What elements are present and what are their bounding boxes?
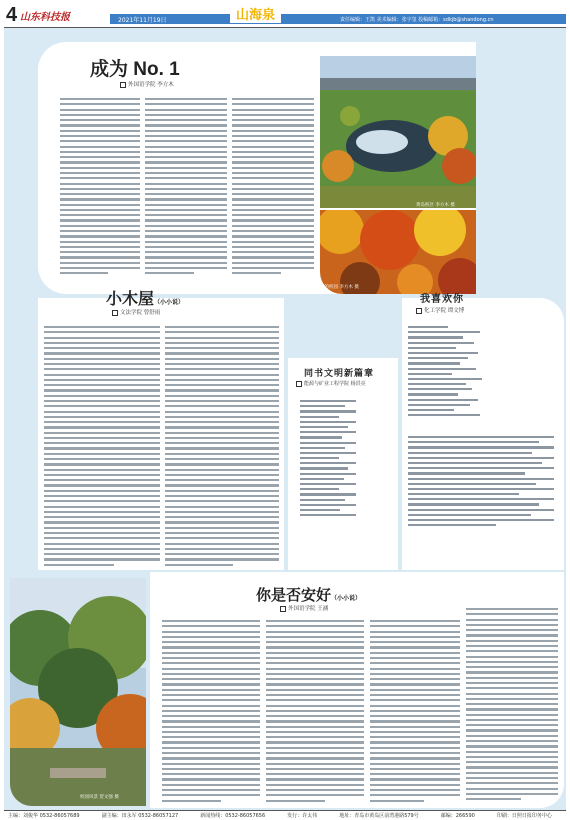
photo-autumn-trees bbox=[320, 210, 476, 294]
footer-address: 地址：青岛市黄岛区前湾港路579号 bbox=[339, 813, 419, 819]
article-2-title-suffix: （小小说） bbox=[154, 300, 185, 306]
article-5-title-text: 你是否安好 bbox=[256, 588, 332, 604]
article-5-title-suffix: （小小说） bbox=[331, 596, 362, 602]
byline-box-icon bbox=[120, 82, 126, 88]
article-3-verse bbox=[300, 400, 356, 516]
footer-printer: 印刷：日照日报印务中心 bbox=[496, 813, 552, 819]
footer-chief-editor: 主编：刘俊华 0532-86057689 bbox=[8, 813, 80, 819]
page-footer bbox=[4, 810, 566, 820]
article-5-text-col-3 bbox=[370, 620, 460, 802]
article-5-text-col-1 bbox=[162, 620, 260, 802]
byline-box-icon bbox=[112, 310, 118, 316]
article-1-byline bbox=[120, 80, 174, 88]
article-4-verse-2 bbox=[408, 436, 554, 526]
photo-2-caption: 秋的校园 李方木 摄 bbox=[320, 285, 359, 290]
article-3-byline bbox=[296, 380, 366, 387]
footer-distribution: 发行：许太伟 bbox=[287, 813, 318, 819]
article-5-title bbox=[256, 584, 361, 605]
scene-photo-svg bbox=[10, 578, 146, 806]
article-2-byline-text: 文法学院 曾舒雨 bbox=[120, 310, 161, 316]
article-3-byline-text: 能源与矿业工程学院 杨洪亮 bbox=[304, 381, 366, 387]
footer-deputy-editor: 副主编：田永军 0532-86057127 bbox=[101, 813, 179, 819]
photo-campus-pond bbox=[320, 56, 476, 208]
autumn-photo-svg bbox=[320, 210, 476, 294]
byline-box-icon bbox=[280, 606, 286, 612]
header-bar bbox=[110, 14, 566, 24]
masthead-brand: 山东科技报 bbox=[20, 12, 70, 23]
article-2-text-col-2 bbox=[165, 326, 279, 566]
section-title: 山海泉 bbox=[230, 4, 281, 23]
article-3-title: 同书文明新篇章 bbox=[304, 368, 375, 378]
pond-photo-svg bbox=[320, 56, 476, 208]
article-1-title: 成为 No. 1 bbox=[90, 59, 180, 80]
byline-box-icon bbox=[296, 381, 302, 387]
article-1-text-col-1 bbox=[60, 98, 140, 274]
article-4-byline-text: 化工学院 谭文博 bbox=[424, 308, 465, 314]
editor-contact: 责任编辑：王凯 美术编辑：张宇玺 投稿邮箱：sdkjb@shandong.cn bbox=[340, 16, 494, 23]
photo-1-caption: 黄岛校区 李方木 摄 bbox=[416, 203, 455, 208]
article-2-title-text: 小木屋 bbox=[106, 291, 155, 308]
article-2-title bbox=[106, 286, 184, 309]
article-1-byline-text: 外国语学院 李方木 bbox=[128, 82, 174, 88]
issue-date: 2021年11月19日 bbox=[118, 17, 167, 24]
article-1-text-col-3 bbox=[232, 98, 314, 274]
article-5-byline-text: 外国语学院 王涵 bbox=[288, 606, 329, 612]
article-5-text-col-2 bbox=[266, 620, 364, 802]
article-1-text-col-2 bbox=[145, 98, 227, 274]
article-2-text-col-1 bbox=[44, 326, 160, 566]
article-5-byline bbox=[280, 604, 328, 612]
photo-campus-scene bbox=[10, 578, 146, 806]
photo-3-caption: 校园风景 贺文强 摄 bbox=[80, 795, 119, 800]
article-4-verse bbox=[408, 326, 508, 416]
footer-news-hotline: 新闻热线：0532-86057656 bbox=[200, 813, 266, 819]
footer-postcode: 邮编：266590 bbox=[440, 813, 475, 819]
article-4-title: 我喜欢你 bbox=[420, 294, 464, 305]
page-number: 4 bbox=[6, 4, 18, 26]
byline-box-icon bbox=[416, 308, 422, 314]
article-2-byline bbox=[112, 308, 160, 316]
article-5-text-col-4 bbox=[466, 608, 558, 800]
article-4-byline bbox=[416, 306, 464, 314]
